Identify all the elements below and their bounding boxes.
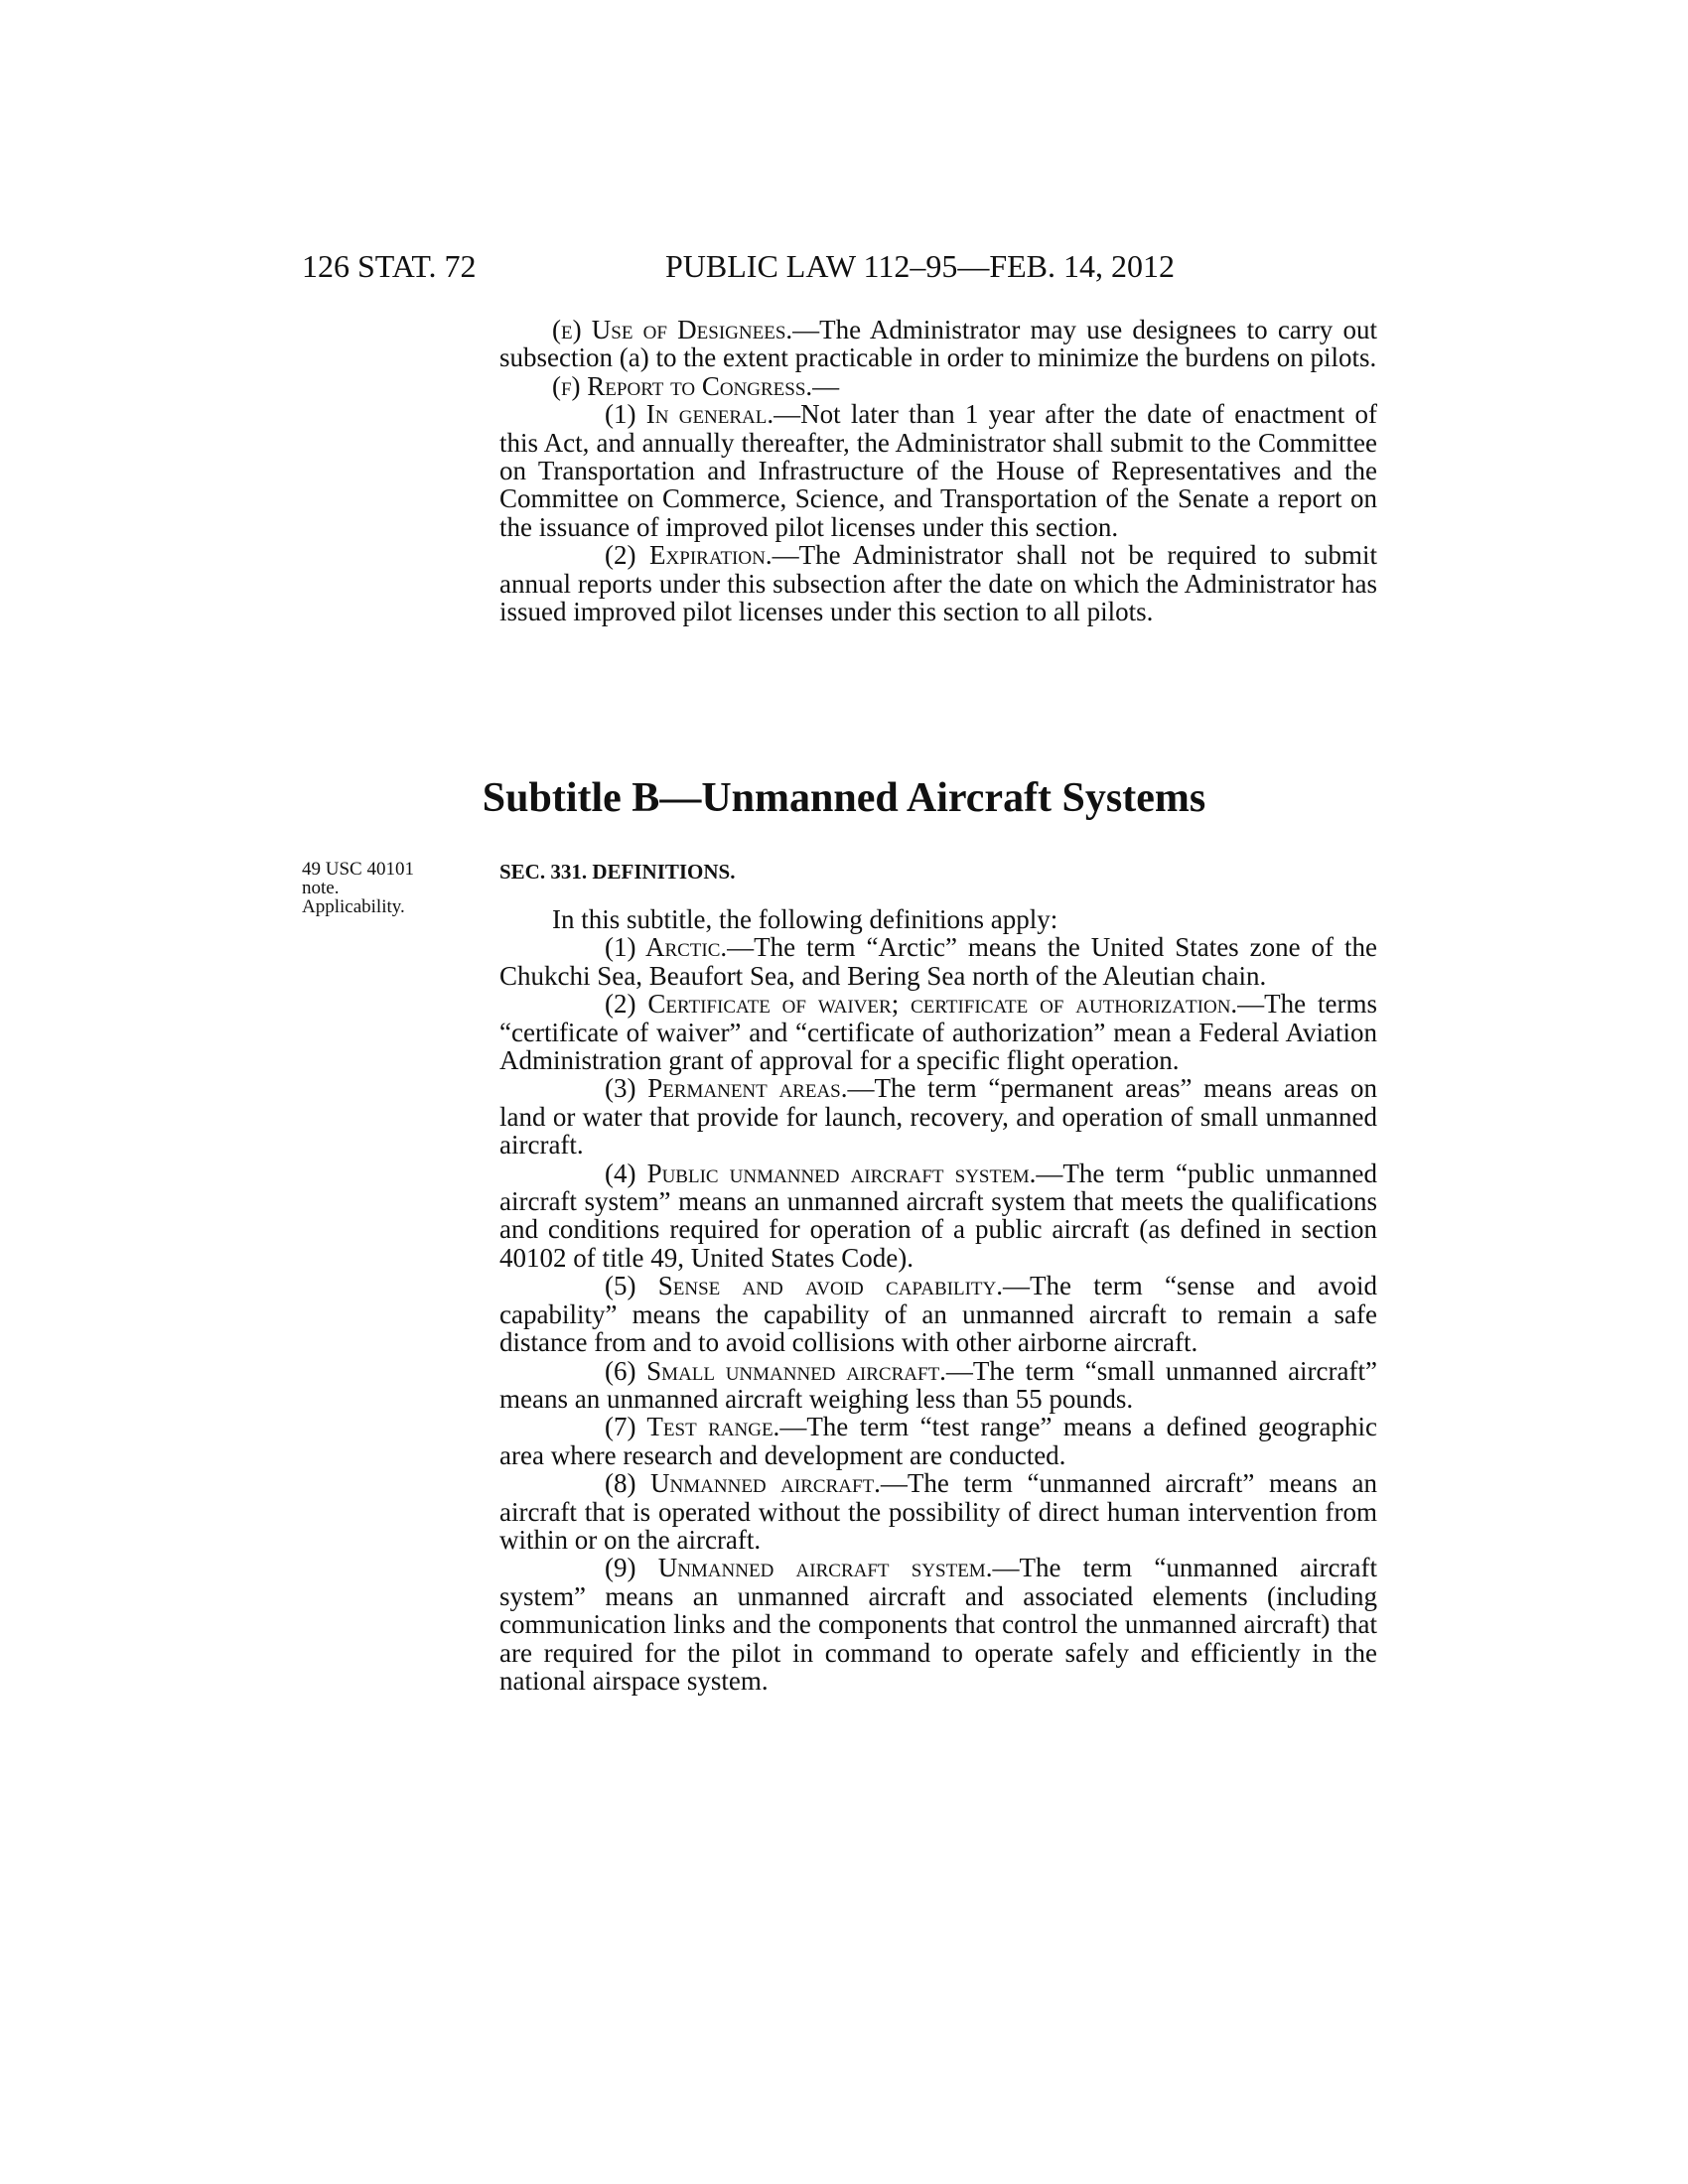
subsection-e <box>499 316 1377 372</box>
definition-text: —The term “small unmanned aircraft” means an unmanned aircraft weighing less than 55 pounds. <box>499 1355 1377 1414</box>
subsection-f <box>499 372 1377 400</box>
margin-note <box>302 860 451 916</box>
definition-text: —The term “sense and avoid capability” means the capability of an unmanned aircraft to remain a safe distance from and to avoid collisions with other airborne aircraft. <box>499 1271 1378 1358</box>
margin-note-citation: 49 USC 40101 <box>302 859 414 880</box>
subsection-f-item-2-heading: (2) Expiration. <box>605 540 773 571</box>
definition-text: —The term “public unmanned aircraft system” means an unmanned aircraft system that meets the qualifications and conditions required for operation of a public aircraft (as defined in section 40102 of title 49, United States Code). <box>499 1158 1377 1273</box>
definitions-section <box>499 905 1377 1695</box>
subsection-e-heading: (e) Use of Designees. <box>552 315 793 344</box>
subsection-f-item-1-text: —Not later than 1 year after the date of enactment of this Act, and annually thereafter, the Administrator shall submit to the Committee on Transportation and Infrastructure of the House of Representatives and the Committee on Commerce, Science, and Transportation of the Senate a report on the issuance of improved pilot licenses under this section. <box>499 399 1377 542</box>
subsection-f-item-2-text: —The Administrator shall not be required to submit annual reports under this subsection after the date on which the Administrator has issued improved pilot licenses under this section to all pilots. <box>499 540 1377 627</box>
definition-heading: (5) Sense and avoid capability. <box>605 1271 1003 1301</box>
public-law-title: PUBLIC LAW 112–95—FEB. 14, 2012 <box>665 248 1176 284</box>
subsection-f-item-2 <box>499 541 1377 625</box>
definition-heading: (1) Arctic. <box>605 932 728 963</box>
definition-unmanned-aircraft <box>499 1469 1377 1554</box>
definition-certificate-of-waiver <box>499 990 1377 1074</box>
definition-text: —The term “permanent areas” means areas on land or water that provide for launch, recovery, and operation of small unmanned aircraft. <box>499 1073 1377 1160</box>
page-header <box>0 244 1688 288</box>
subsection-f-heading: (f) Report to Congress. <box>552 370 813 401</box>
definition-heading: (8) Unmanned aircraft. <box>605 1468 881 1499</box>
subsection-f-item-1 <box>499 400 1377 541</box>
definitions-intro: In this subtitle, the following definitions apply: <box>552 904 1058 934</box>
definition-text: —The term “Arctic” means the United States zone of the Chukchi Sea, Beaufort Sea, and Bering Sea north of the Aleutian chain. <box>499 932 1377 991</box>
definition-heading: (2) Certificate of waiver; certificate of authorization. <box>605 989 1238 1020</box>
definition-public-unmanned-aircraft-system <box>499 1160 1377 1273</box>
margin-note-applicability: Applicability. <box>302 896 405 917</box>
definition-heading: (9) Unmanned aircraft system. <box>605 1553 993 1583</box>
subsection-f-text: — <box>812 370 840 401</box>
definition-sense-and-avoid-capability <box>499 1272 1377 1356</box>
definition-heading: (6) Small unmanned aircraft. <box>605 1355 946 1386</box>
definition-text: —The term “test range” means a defined geographic area where research and development are conducted. <box>499 1412 1377 1470</box>
subsection-f-item-1-heading: (1) In general. <box>605 399 774 430</box>
statute-page-number: 126 STAT. 72 <box>302 248 477 284</box>
section-heading: SEC. 331. DEFINITIONS. <box>499 860 736 884</box>
margin-note-note: note. <box>302 878 340 898</box>
definition-arctic <box>499 933 1377 990</box>
definition-heading: (7) Test range. <box>605 1412 780 1442</box>
definition-unmanned-aircraft-system <box>499 1554 1377 1695</box>
definition-heading: (4) Public unmanned aircraft system. <box>605 1158 1037 1188</box>
definition-test-range <box>499 1413 1377 1469</box>
subtitle-heading: Subtitle B—Unmanned Aircraft Systems <box>482 775 1206 821</box>
definition-small-unmanned-aircraft <box>499 1357 1377 1414</box>
definition-permanent-areas <box>499 1074 1377 1159</box>
definition-text: —The term “unmanned aircraft system” means an unmanned aircraft and associated elements (including communication links and the components that control the unmanned aircraft) that are required for the pilot in command to operate safely and efficiently in the national airspace system. <box>499 1553 1377 1696</box>
subsection-e-text: —The Administrator may use designees to carry out subsection (a) to the extent practicable in order to minimize the burdens on pilots. <box>499 315 1377 373</box>
definition-text: —The terms “certificate of waiver” and “certificate of authorization” mean a Federal Aviation Administration grant of approval for a specific flight operation. <box>499 989 1377 1076</box>
previous-section-continuation <box>499 316 1377 625</box>
definition-text: —The term “unmanned aircraft” means an aircraft that is operated without the possibility of direct human intervention from within or on the aircraft. <box>499 1468 1377 1555</box>
definition-heading: (3) Permanent areas. <box>605 1073 848 1104</box>
